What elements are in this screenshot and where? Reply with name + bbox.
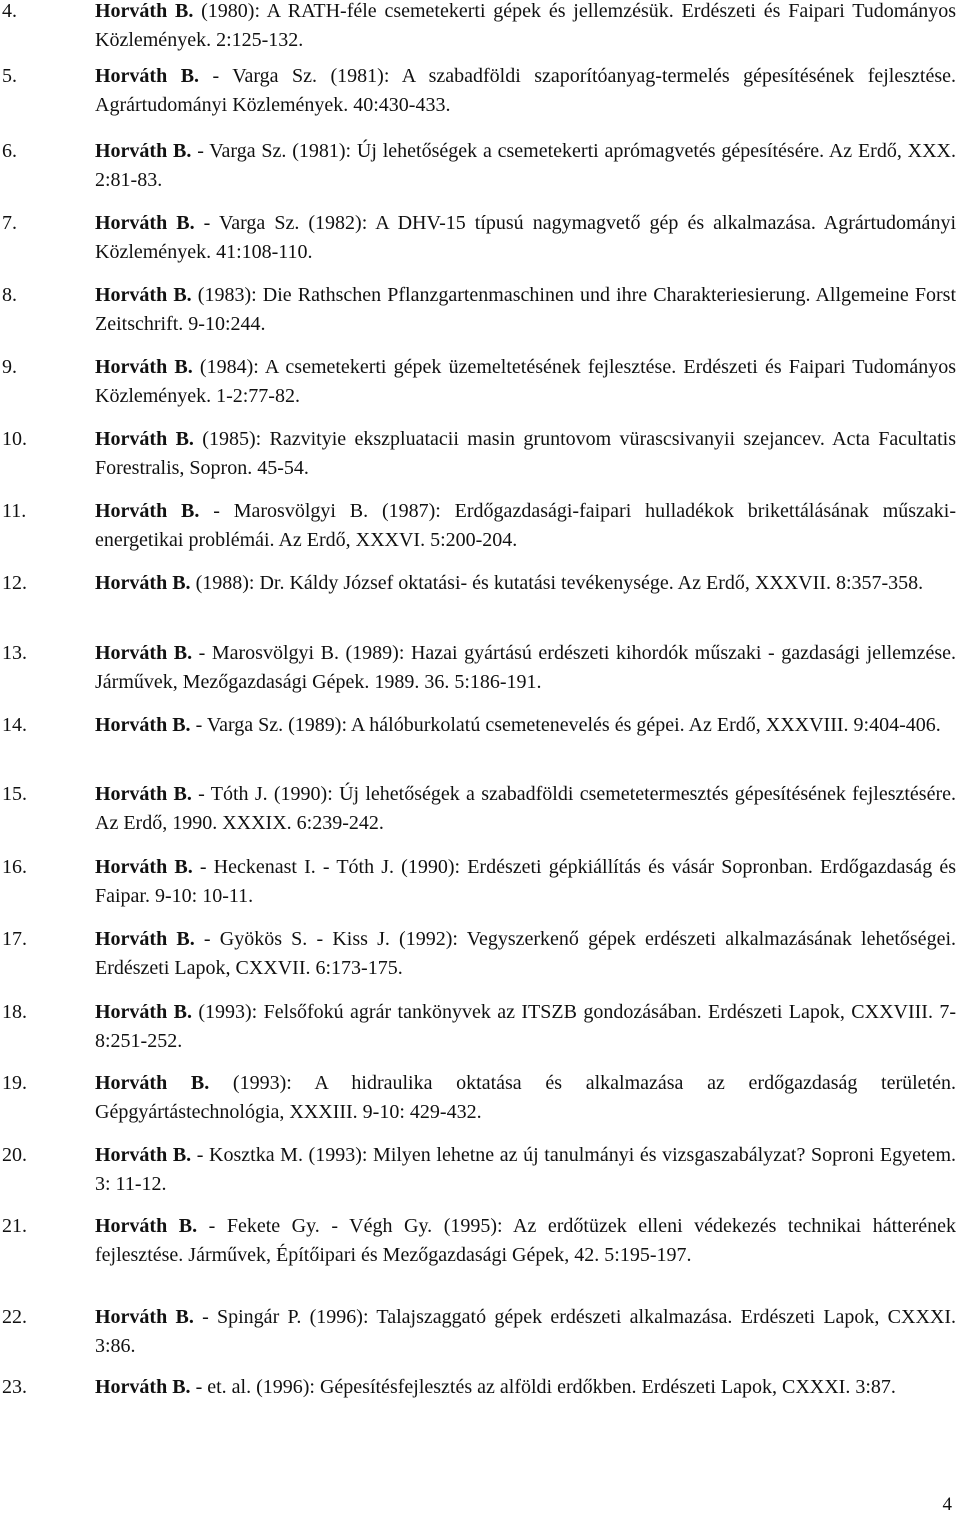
reference-number: 17. (2, 928, 27, 950)
reference-number: 10. (2, 428, 27, 450)
reference-number: 8. (2, 284, 17, 306)
reference-text (95, 998, 956, 1056)
reference-author: Horváth B. (95, 284, 192, 306)
reference-number: 23. (2, 1376, 27, 1398)
reference-number: 14. (2, 714, 27, 736)
page-number: 4 (942, 1494, 952, 1515)
reference-author: Horváth B. (95, 0, 194, 22)
reference-author: Horváth B. (95, 1306, 194, 1328)
reference-author: Horváth B. (95, 642, 193, 664)
reference-number: 7. (2, 212, 17, 234)
reference-number: 9. (2, 356, 17, 378)
reference-details: - Gyökös S. - Kiss J. (1992): Vegyszerkenő gépek erdészeti alkalmazásának lehetőségei. Erdészeti Lapok, CXXVII. 6:173-175. (95, 928, 956, 979)
reference-author: Horváth B. (95, 212, 195, 234)
reference-item (0, 209, 956, 267)
reference-number: 13. (2, 642, 27, 664)
reference-author: Horváth B. (95, 714, 191, 736)
reference-text (95, 1373, 956, 1402)
reference-number: 6. (2, 140, 17, 162)
reference-details: - Tóth J. (1990): Új lehetőségek a szabadföldi csemetetermesztés gépesítésének fejlesztésére. Az Erdő, 1990. XXXIX. 6:239-242. (95, 783, 956, 834)
reference-author: Horváth B. (95, 856, 193, 878)
reference-author: Horváth B. (95, 1001, 192, 1023)
reference-author: Horváth B. (95, 356, 193, 378)
reference-item (0, 137, 956, 195)
reference-details: (1993): A hidraulika oktatása és alkalmazása az erdőgazdaság területén. Gépgyártástechnológia, XXXIII. 9-10: 429-432. (95, 1072, 956, 1123)
reference-details: - Varga Sz. (1982): A DHV-15 típusú nagymagvető gép és alkalmazása. Agrártudományi Közlemények. 41:108-110. (95, 212, 956, 263)
reference-text (95, 569, 956, 598)
reference-item (0, 353, 956, 411)
reference-author: Horváth B. (95, 1144, 192, 1166)
reference-text (95, 925, 956, 983)
reference-author: Horváth B. (95, 140, 192, 162)
reference-author: Horváth B. (95, 1215, 198, 1237)
reference-number: 21. (2, 1215, 27, 1237)
reference-text (95, 1212, 956, 1270)
reference-number: 11. (2, 500, 27, 522)
reference-text (95, 639, 956, 697)
reference-item (0, 1069, 956, 1127)
reference-text (95, 353, 956, 411)
reference-author: Horváth B. (95, 500, 200, 522)
reference-details: - et. al. (1996): Gépesítésfejlesztés az alföldi erdőkben. Erdészeti Lapok, CXXXI. 3:87. (190, 1376, 896, 1398)
reference-number: 15. (2, 783, 27, 805)
reference-details: (1980): A RATH-féle csemetekerti gépek és jellemzésük. Erdészeti és Faipari Tudományos Közlemények. 2:125-132. (95, 0, 956, 51)
reference-details: - Heckenast I. - Tóth J. (1990): Erdészeti gépkiállítás és vásár Sopronban. Erdőgazdaság és Faipar. 9-10: 10-11. (95, 856, 956, 907)
reference-number: 22. (2, 1306, 27, 1328)
reference-item (0, 925, 956, 983)
reference-text (95, 209, 956, 267)
reference-item (0, 62, 956, 120)
reference-item (0, 1303, 956, 1361)
reference-text (95, 62, 956, 120)
reference-author: Horváth B. (95, 783, 192, 805)
reference-item (0, 853, 956, 911)
reference-text (95, 0, 956, 55)
reference-details: (1988): Dr. Káldy József oktatási- és kutatási tevékenysége. Az Erdő, XXXVII. 8:357-358. (190, 572, 924, 594)
reference-number: 5. (2, 65, 17, 87)
reference-author: Horváth B. (95, 572, 191, 594)
reference-details: - Varga Sz. (1981): Új lehetőségek a csemetekerti aprómagvetés gépesítésére. Az Erdő, XXX. 2:81-83. (95, 140, 956, 191)
reference-item (0, 998, 956, 1056)
reference-details: - Fekete Gy. - Végh Gy. (1995): Az erdőtüzek elleni védekezés technikai hátterének fejlesztése. Járművek, Építőipari és Mezőgazdasági Gépek, 42. 5:195-197. (95, 1215, 956, 1266)
reference-item (0, 1373, 956, 1402)
reference-item (0, 639, 956, 697)
reference-text (95, 1069, 956, 1127)
reference-author: Horváth B. (95, 1376, 191, 1398)
reference-item (0, 1212, 956, 1270)
reference-text (95, 780, 956, 838)
reference-details: (1984): A csemetekerti gépek üzemeltetésének fejlesztése. Erdészeti és Faipari Tudományos Közlemények. 1-2:77-82. (95, 356, 957, 407)
reference-details: - Kosztka M. (1993): Milyen lehetne az új tanulmányi és vizsgaszabályzat? Soproni Egyetem. 3: 11-12. (95, 1144, 956, 1195)
reference-number: 18. (2, 1001, 27, 1023)
reference-details: (1983): Die Rathschen Pflanzgartenmaschinen und ihre Charakteriesierung. Allgemeine Forst Zeitschrift. 9-10:244. (95, 284, 956, 335)
reference-details: (1985): Razvityie ekszpluatacii masin gruntovom vürascsivanyii szejancev. Acta Facultatis Forestralis, Sopron. 45-54. (95, 428, 956, 479)
reference-item (0, 711, 956, 740)
reference-number: 12. (2, 572, 27, 594)
reference-author: Horváth B. (95, 65, 200, 87)
reference-text (95, 137, 956, 195)
reference-details: - Marosvölgyi B. (1989): Hazai gyártású erdészeti kihordók műszaki - gazdasági jellemzése. Járművek, Mezőgazdasági Gépek. 1989. 36. 5:186-191. (95, 642, 956, 693)
reference-item (0, 0, 956, 55)
reference-item (0, 569, 956, 598)
reference-item (0, 1141, 956, 1199)
reference-item (0, 497, 956, 555)
reference-text (95, 497, 956, 555)
reference-text (95, 853, 956, 911)
reference-details: - Varga Sz. (1981): A szabadföldi szaporítóanyag-termelés gépesítésének fejlesztése. Agrártudományi Közlemények. 40:430-433. (95, 65, 956, 116)
reference-details: - Spingár P. (1996): Talajszaggató gépek erdészeti alkalmazása. Erdészeti Lapok, CXXXI. 3:86. (95, 1306, 956, 1357)
reference-number: 19. (2, 1072, 27, 1094)
reference-details: - Marosvölgyi B. (1987): Erdőgazdasági-faipari hulladékok brikettálásának műszaki-energetikai problémái. Az Erdő, XXXVI. 5:200-204. (95, 500, 956, 551)
reference-number: 16. (2, 856, 27, 878)
reference-item (0, 780, 956, 838)
reference-details: - Varga Sz. (1989): A hálóburkolatú csemetenevelés és gépei. Az Erdő, XXXVIII. 9:404-406. (190, 714, 941, 736)
reference-text (95, 711, 956, 740)
reference-text (95, 281, 956, 339)
reference-item (0, 425, 956, 483)
reference-author: Horváth B. (95, 428, 194, 450)
reference-author: Horváth B. (95, 1072, 210, 1094)
reference-item (0, 281, 956, 339)
reference-number: 20. (2, 1144, 27, 1166)
reference-author: Horváth B. (95, 928, 195, 950)
reference-number: 4. (2, 0, 17, 22)
reference-details: (1993): Felsőfokú agrár tankönyvek az ITSZB gondozásában. Erdészeti Lapok, CXXVIII. 7-8:251-252. (95, 1001, 957, 1052)
reference-text (95, 1303, 956, 1361)
reference-text (95, 1141, 956, 1199)
reference-text (95, 425, 956, 483)
